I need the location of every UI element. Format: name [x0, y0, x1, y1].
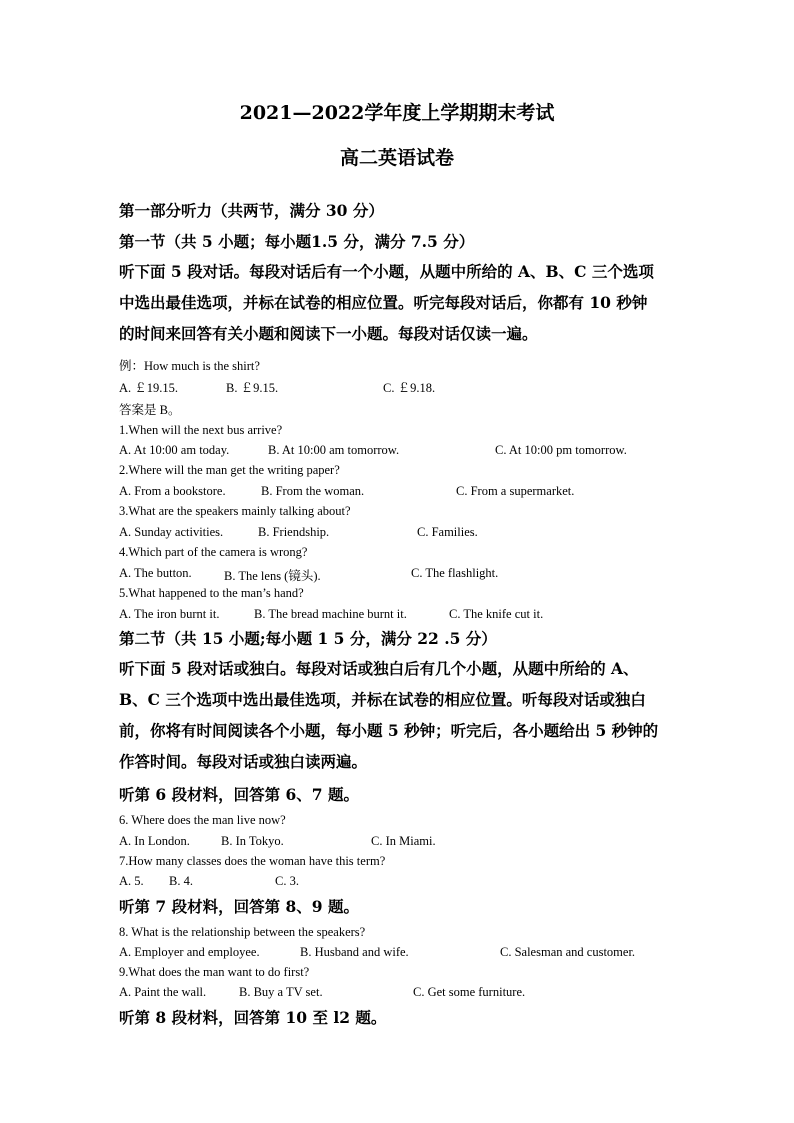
part1-heading: 第一部分听力（共两节，满分 30 分）: [119, 201, 384, 220]
section2-instructions: [119, 653, 679, 777]
option-c: C. At 10:00 pm tomorrow.: [495, 443, 627, 457]
option-a: A. Employer and employee.: [119, 945, 260, 959]
question-8: 8. What is the relationship between the speakers?: [119, 925, 366, 939]
question-9: 9.What does the man want to do first?: [119, 965, 310, 979]
option-c: C. ￡9.18.: [383, 381, 436, 395]
question-6-options: [119, 834, 719, 852]
instruction-line: 中选出最佳选项，并标在试卷的相应位置。听完每段对话后，你都有 10 秒钟: [119, 293, 648, 312]
question-8-options: [119, 945, 719, 963]
example-answer: 答案是 B。: [119, 403, 181, 417]
question-5: 5.What happened to the man’s hand?: [119, 586, 304, 600]
section1-instructions: [119, 256, 679, 349]
instruction-line: 作答时间。每段对话或独白读两遍。: [119, 752, 368, 771]
example-options: [119, 378, 719, 396]
option-c: C. Families.: [417, 525, 478, 539]
option-c: C. The knife cut it.: [449, 607, 544, 621]
section1-heading: 第一节（共 5 小题；每小题1.5 分，满分 7.5 分）: [119, 232, 475, 251]
example-question: 例：How much is the shirt?: [119, 359, 260, 373]
question-7-options: [119, 874, 719, 892]
option-b: B. Husband and wife.: [300, 945, 409, 959]
instruction-line: 前，你将有时间阅读各个小题，每小题 5 秒钟；听完后，各小题给出 5 秒钟的: [119, 721, 659, 740]
material-6-heading: 听第 6 段材料，回答第 6、7 题。: [119, 785, 359, 804]
option-b: B. ￡9.15.: [226, 381, 279, 395]
option-c: C. Get some furniture.: [413, 985, 526, 999]
instruction-line: 听下面 5 段对话。每段对话后有一个小题，从题中所给的 A、B、C 三个选项: [119, 262, 654, 281]
option-a: A. ￡19.15.: [119, 381, 179, 395]
option-c: C. 3.: [275, 874, 299, 888]
option-a: A. 5.: [119, 874, 144, 888]
question-3: 3.What are the speakers mainly talking about?: [119, 504, 351, 518]
question-6: 6. Where does the man live now?: [119, 813, 286, 827]
option-b: B. Buy a TV set.: [239, 985, 323, 999]
exam-subtitle: 高二英语试卷: [339, 147, 454, 169]
material-8-heading: 听第 8 段材料，回答第 10 至 l2 题。: [119, 1008, 387, 1027]
question-5-options: [119, 607, 719, 625]
instruction-line: 的时间来回答有关小题和阅读下一小题。每段对话仅读一遍。: [119, 324, 538, 343]
option-b: B. From the woman.: [261, 484, 365, 498]
option-a: A. The button.: [119, 566, 192, 580]
option-b: B. At 10:00 am tomorrow.: [268, 443, 400, 457]
question-2: 2.Where will the man get the writing paper?: [119, 463, 340, 477]
option-b: B. In Tokyo.: [221, 834, 284, 848]
option-b: B. The bread machine burnt it.: [254, 607, 407, 621]
exam-title: 2021—2022学年度上学期期末考试: [239, 102, 555, 124]
question-7: 7.How many classes does the woman have this term?: [119, 854, 386, 868]
question-1: 1.When will the next bus arrive?: [119, 423, 283, 437]
option-a: A. Paint the wall.: [119, 985, 207, 999]
question-4: 4.Which part of the camera is wrong?: [119, 545, 308, 559]
question-4-options: [119, 566, 719, 584]
option-a: A. The iron burnt it.: [119, 607, 220, 621]
option-b: B. Friendship.: [258, 525, 330, 539]
instruction-line: 听下面 5 段对话或独白。每段对话或独白后有几个小题，从题中所给的 A、: [119, 659, 639, 678]
question-2-options: [119, 484, 719, 502]
option-c: C. From a supermarket.: [456, 484, 575, 498]
option-a: A. In London.: [119, 834, 190, 848]
question-3-options: [119, 525, 719, 543]
instruction-line: B、C 三个选项中选出最佳选项，并标在试卷的相应位置。听每段对话或独白: [119, 690, 646, 709]
option-c: C. In Miami.: [371, 834, 436, 848]
question-9-options: [119, 985, 719, 1003]
option-c: C. Salesman and customer.: [500, 945, 636, 959]
option-b: B. The lens (镜头).: [224, 569, 321, 583]
option-a: A. Sunday activities.: [119, 525, 224, 539]
option-c: C. The flashlight.: [411, 566, 499, 580]
option-a: A. At 10:00 am today.: [119, 443, 230, 457]
section2-heading: 第二节（共 15 小题;每小题 1 5 分，满分 22 .5 分）: [119, 629, 497, 648]
option-a: A. From a bookstore.: [119, 484, 226, 498]
option-b: B. 4.: [169, 874, 193, 888]
material-7-heading: 听第 7 段材料，回答第 8、9 题。: [119, 897, 359, 916]
question-1-options: [119, 443, 719, 461]
